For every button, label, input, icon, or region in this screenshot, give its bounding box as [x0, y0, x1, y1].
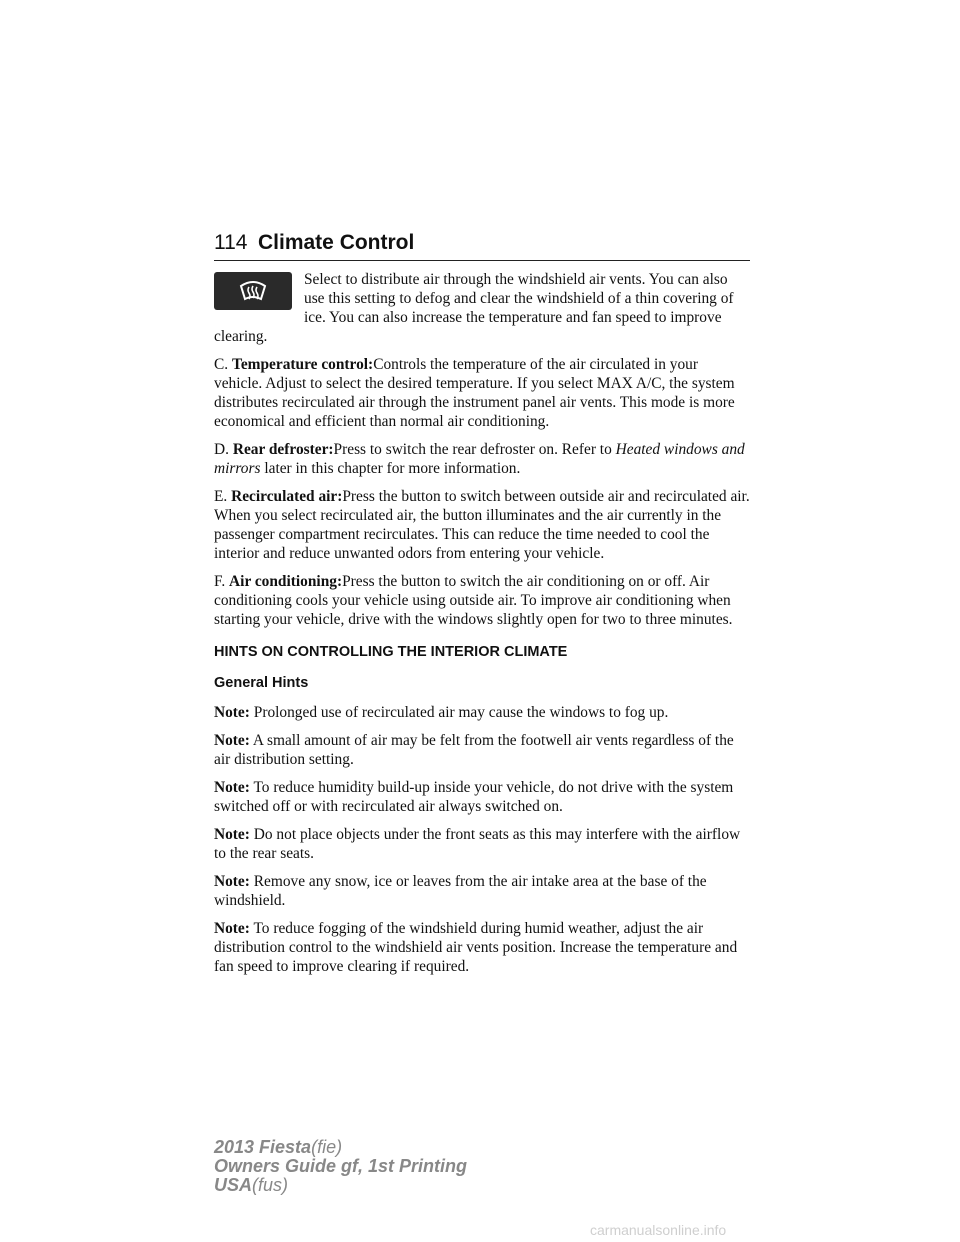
footer-guide: Owners Guide gf, 1st Printing	[214, 1156, 468, 1176]
note-label: Note:	[214, 732, 250, 749]
item-letter: C.	[214, 356, 229, 373]
item-letter: D.	[214, 441, 229, 458]
page-footer	[214, 1138, 467, 1195]
item-letter: F.	[214, 573, 226, 590]
note-label: Note:	[214, 704, 250, 721]
footer-line-market	[214, 1176, 467, 1195]
note-text: To reduce humidity build-up inside your vehicle, do not drive with the system switched off or with recirculated air always switched on.	[214, 779, 734, 815]
cross-reference: Heated windows and mirrors	[214, 441, 745, 477]
section-heading: HINTS ON CONTROLLING THE INTERIOR CLIMATE	[214, 644, 568, 660]
item-rear-defroster	[214, 440, 750, 478]
item-text: Press to switch the rear defroster on. Refer to	[333, 441, 612, 458]
footer-market: USA	[214, 1175, 253, 1195]
note	[214, 872, 750, 910]
item-label: Temperature control:	[231, 356, 374, 373]
item-text: Press the button to switch the air conditioning on or off. Air conditioning cools your vehicle using outside air. To improve air conditioning when starting your vehicle, drive with the windows slightly open for two to three minutes.	[214, 573, 733, 628]
footer-line-guide	[214, 1157, 467, 1176]
note	[214, 703, 750, 722]
note-text: Do not place objects under the front seats as this may interfere with the airflow to the rear seats.	[214, 826, 741, 862]
item-air-conditioning	[214, 572, 750, 629]
note	[214, 731, 750, 769]
item-temperature-control	[214, 355, 750, 431]
item-text: Controls the temperature of the air circulated in your vehicle. Adjust to select the desired temperature. If you select MAX A/C, the system distributes recirculated air through the instrument panel air vents. This mode is more economical and efficient than normal air conditioning.	[214, 356, 735, 430]
footer-model-code: (fie)	[311, 1137, 343, 1157]
note-text: To reduce fogging of the windshield during humid weather, adjust the air distribution control to the windshield air vents position. Increase the temperature and fan speed to improve clearing if required.	[214, 920, 738, 975]
note-text: Prolonged use of recirculated air may cause the windows to fog up.	[253, 704, 669, 721]
footer-line-model	[214, 1138, 467, 1157]
note-text: Remove any snow, ice or leaves from the air intake area at the base of the windshield.	[214, 873, 707, 909]
note-label: Note:	[214, 826, 250, 843]
footer-model: 2013 Fiesta	[214, 1137, 312, 1157]
item-recirculated-air	[214, 487, 750, 563]
watermark: carmanualsonline.info	[590, 1222, 727, 1238]
note-label: Note:	[214, 779, 250, 796]
page-content	[214, 270, 750, 985]
footer-market-code: (fus)	[252, 1175, 289, 1195]
chapter-title: Climate Control	[258, 231, 415, 254]
page-number: 114	[214, 231, 248, 254]
windshield-defrost-icon	[214, 272, 292, 310]
note	[214, 778, 750, 816]
item-label: Rear defroster:	[232, 441, 334, 458]
note-label: Note:	[214, 873, 250, 890]
page-header	[214, 228, 750, 261]
item-text-continued: later in this chapter for more information.	[264, 460, 521, 477]
item-text: Press the button to switch between outside air and recirculated air. When you select recirculated air, the button illuminates and the air currently in the passenger compartment recirculates. This can reduce the time needed to cool the interior and reduce unwanted odors from entering your vehicle.	[214, 488, 750, 562]
note-label: Note:	[214, 920, 250, 937]
item-label: Recirculated air:	[231, 488, 343, 505]
note	[214, 825, 750, 863]
intro-paragraph	[214, 270, 750, 346]
subheading: General Hints	[214, 675, 309, 691]
note-text: A small amount of air may be felt from the footwell air vents regardless of the air distribution setting.	[214, 732, 734, 768]
intro-text: Select to distribute air through the windshield air vents. You can also use this setting to defog and clear the windshield of a thin covering of ice. You can also increase the temperature and fan speed to improve clearing.	[214, 271, 734, 345]
item-label: Air conditioning:	[229, 573, 343, 590]
note	[214, 919, 750, 976]
item-letter: E.	[214, 488, 228, 505]
